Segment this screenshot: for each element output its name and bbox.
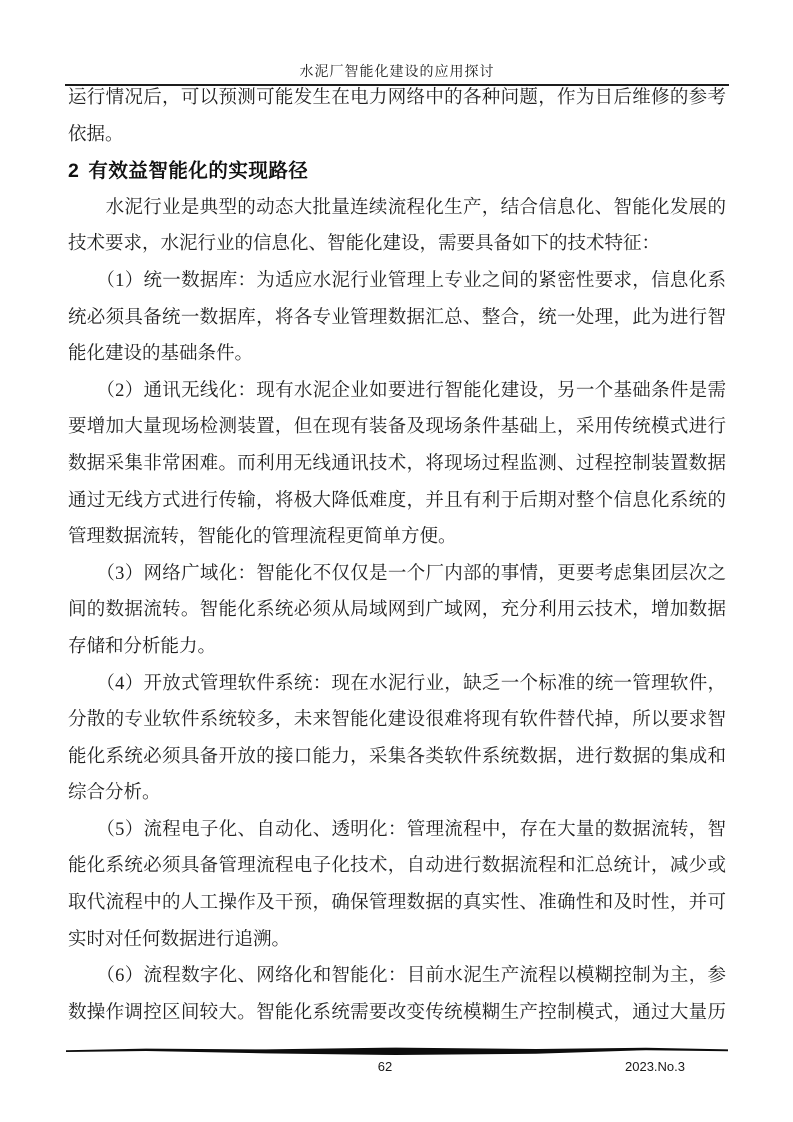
footer-rule xyxy=(66,1045,728,1059)
page-number: 62 xyxy=(377,1059,393,1074)
text-line: 管理数据流转，智能化的管理流程更简单方便。 xyxy=(68,527,457,548)
text-line: 实时对任何数据进行追溯。 xyxy=(68,929,291,950)
text-line: 水泥行业是典型的动态大批量连续流程化生产，结合信息化、智能化发展的 xyxy=(68,197,726,218)
text-line: 存储和分析能力。 xyxy=(68,636,217,657)
text-line: 技术要求，水泥行业的信息化、智能化建设，需要具备如下的技术特征： xyxy=(68,234,661,255)
running-title: 水泥厂智能化建设的应用探讨 xyxy=(299,65,495,80)
text-line: （2）通讯无线化：现有水泥企业如要进行智能化建设，另一个基础条件是需 xyxy=(68,380,726,401)
text-line: （3）网络广域化：智能化不仅仅是一个厂内部的事情，更要考虑集团层次之 xyxy=(68,563,726,584)
text-line: （1）统一数据库：为适应水泥行业管理上专业之间的紧密性要求，信息化系 xyxy=(68,270,726,291)
text-line: 能化建设的基础条件。 xyxy=(68,344,254,365)
text-line: 统必须具备统一数据库，将各专业管理数据汇总、整合，统一处理，此为进行智 xyxy=(68,307,726,328)
paragraph-continuation xyxy=(68,80,726,153)
text-line: 数操作调控区间较大。智能化系统需要改变传统模糊生产控制模式，通过大量历 xyxy=(68,1002,726,1023)
text-line: 运行情况后，可以预测可能发生在电力网络中的各种问题，作为日后维修的参考 xyxy=(68,88,726,108)
text-line: 间的数据流转。智能化系统必须从局域网到广域网，充分利用云技术，增加数据 xyxy=(68,600,726,621)
text-line: 通过无线方式进行传输，将极大降低难度，并且有利于后期对整个信息化系统的 xyxy=(68,490,726,511)
text-line: 依据。 xyxy=(68,124,124,145)
section-number: 2 xyxy=(68,160,80,183)
text-line: 能化系统必须具备开放的接口能力，采集各类软件系统数据，进行数据的集成和 xyxy=(68,746,726,767)
text-line: 能化系统必须具备管理流程电子化技术，自动进行数据流程和汇总统计，减少或 xyxy=(68,856,726,877)
page-body xyxy=(68,80,726,1031)
text-line: 分散的专业软件系统较多，未来智能化建设很难将现有软件替代掉，所以要求智 xyxy=(68,710,726,731)
text-line: （4）开放式管理软件系统：现在水泥行业，缺乏一个标准的统一管理软件， xyxy=(68,673,726,694)
section-heading xyxy=(68,153,726,190)
text-line: 综合分析。 xyxy=(68,783,161,804)
text-line: （6）流程数字化、网络化和智能化：目前水泥生产流程以模糊控制为主，参 xyxy=(68,966,726,987)
section-title: 有效益智能化的实现路径 xyxy=(88,160,309,183)
text-line: 数据采集非常困难。而利用无线通讯技术，将现场过程监测、过程控制装置数据 xyxy=(68,453,726,474)
text-line: 取代流程中的人工操作及干预，确保管理数据的真实性、准确性和及时性，并可 xyxy=(68,893,726,914)
text-line: 要增加大量现场检测装置，但在现有装备及现场条件基础上，采用传统模式进行 xyxy=(68,417,726,438)
text-line: （5）流程电子化、自动化、透明化：管理流程中，存在大量的数据流转，智 xyxy=(68,819,726,840)
issue-label: 2023.No.3 xyxy=(625,1059,685,1074)
section-body xyxy=(68,190,726,1032)
